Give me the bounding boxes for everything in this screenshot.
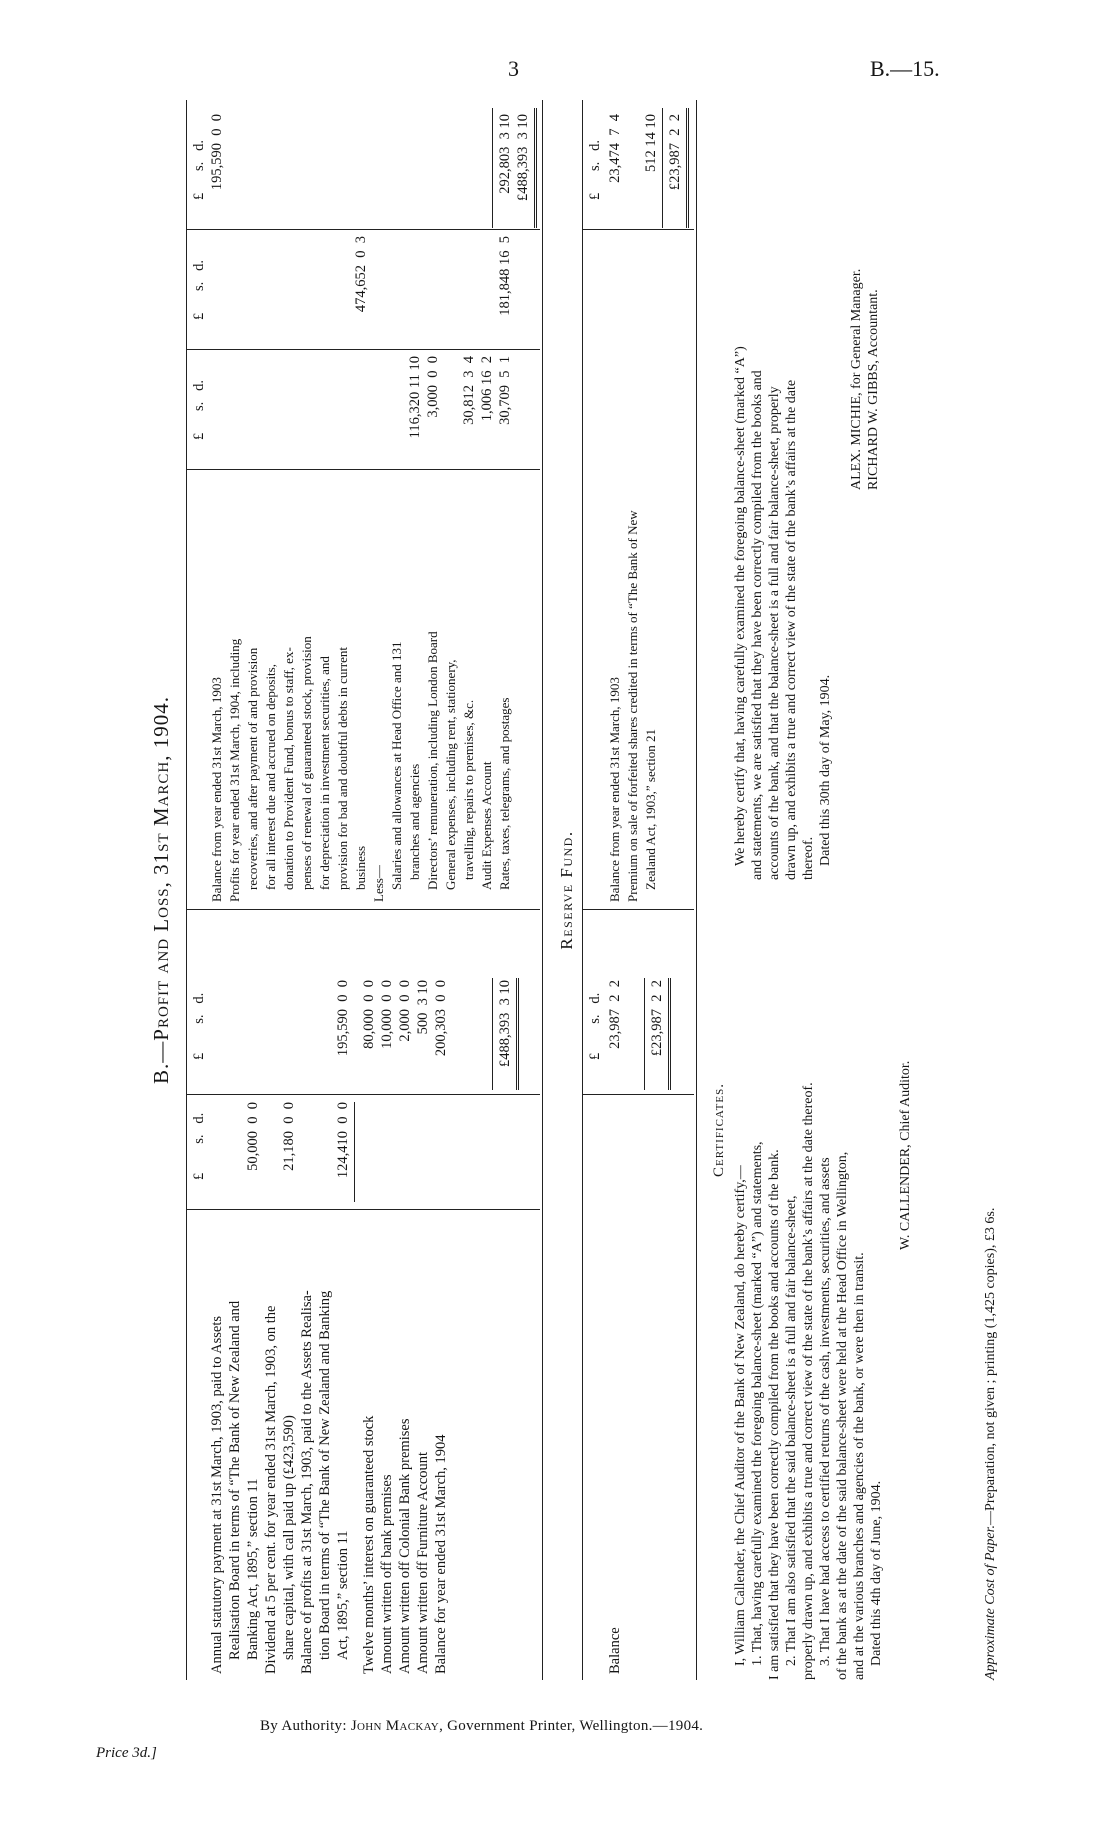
cert-left-para: 2. That I am also satisfied that the said balance-sheet is a full and fair balance-sheet,	[784, 1195, 799, 1666]
pl-credit-col1-header: £ s. d.	[191, 379, 207, 440]
cert-left-para: I, William Callender, the Chief Auditor of the Bank of New Zealand, do hereby certify,—	[733, 1165, 748, 1666]
pl-credit-amount: 292,803 3 10	[497, 114, 513, 194]
reserve-credit-value: 512 14 10	[643, 114, 659, 172]
pl-credit-total: £488,393 3 10	[515, 114, 531, 201]
pl-credit-col2-header: £ s. d.	[191, 259, 207, 320]
cert-right-para: accounts of the bank, and that the balance-sheet is a full and fair balance-sheet, properly	[767, 386, 782, 880]
pl-debit-amount: 21,180 0 0	[281, 1102, 297, 1171]
pl-credit-amount: 30,709 5 1	[497, 356, 513, 425]
reserve-credit-line: Zealand Act, 1903,” section 21	[643, 728, 658, 890]
pl-credit-line: Rates, taxes, telegrams, and postages	[497, 697, 512, 890]
pl-credit-amount: 474,652 0 3	[353, 236, 369, 313]
reserve-debit-header: £ s. d.	[587, 992, 603, 1060]
pl-credit-line: penses of renewal of guaranteed stock, provision	[299, 636, 314, 890]
pl-debit-line: share capital, with call paid up (£423,590)	[281, 1415, 297, 1660]
reserve-debit-total: £23,987 2 2	[649, 980, 665, 1057]
pl-credit-line: Audit Expenses Account	[479, 761, 494, 890]
reserve-credit-line: Balance from year ended 31st March, 1903	[607, 677, 622, 902]
cert-right-para: We hereby certify that, having carefully examined the foregoing balance-sheet (marked “A”)	[733, 346, 748, 866]
price-note: Price 3d.]	[96, 1745, 157, 1761]
pl-credit-line: recoveries, and after payment of and provision	[245, 647, 260, 890]
certificates-title-text: Certificates.	[711, 1083, 727, 1177]
profit-loss-title	[149, 100, 173, 1680]
manager-signature: ALEX. MICHIE, for General Manager.	[849, 268, 864, 490]
cost-note	[982, 1208, 1000, 1680]
reserve-debit-value: 23,987 2 2	[607, 980, 623, 1049]
reserve-debit-label: Balance	[607, 1627, 623, 1674]
cert-right-para: drawn up, and exhibits a true and correct view of the state of the bank’s affairs at the date	[784, 379, 799, 880]
pl-debit-line: Act, 1895,” section 11	[335, 1530, 351, 1660]
document-code: B.—15.	[870, 56, 940, 81]
pl-credit-amount: 116,320 11 10	[407, 356, 423, 439]
pl-debit-amount: 80,000 0 0	[361, 980, 377, 1049]
pl-debit-amount: 200,303 0 0	[433, 980, 449, 1057]
cert-right-dated: Dated this 30th day of May, 1904.	[818, 674, 833, 866]
footer-prefix: By Authority:	[260, 1718, 347, 1734]
reserve-credit-total: £23,987 2 2	[667, 114, 683, 191]
pl-debit-line: Balance of profits at 31st March, 1903, paid to the Assets Realisa-	[299, 1290, 315, 1674]
pl-credit-line: Profits for year ended 31st March, 1904, including	[227, 638, 242, 902]
pl-credit-line: Balance from year ended 31st March, 1903	[209, 677, 224, 902]
pl-credit-line: Directors’ remuneration, including London Board	[425, 631, 440, 890]
accountant-signature: RICHARD W. GIBBS, Accountant.	[866, 289, 881, 490]
cert-left-para: and at the various branches and agencies of the bank, or were then in transit.	[852, 1252, 867, 1680]
pl-debit-line: Amount written off Colonial Bank premises	[397, 1418, 413, 1674]
rotated-page	[150, 100, 1030, 1680]
cost-note-text: —Preparation, not given ; printing (1,425 copies), £3 6s.	[983, 1207, 998, 1525]
pl-debit-line: Twelve months’ interest on guaranteed stock	[361, 1415, 377, 1674]
pl-debit-amount: 10,000 0 0	[379, 980, 395, 1049]
pl-credit-amount: 181,848 16 5	[497, 236, 513, 316]
pl-credit-amount: 195,590 0 0	[209, 114, 225, 191]
cost-note-label: Approximate Cost of Paper.	[983, 1524, 998, 1680]
pl-debit-line: Banking Act, 1895,” section 11	[245, 1478, 261, 1660]
auditor-signature: W. CALLENDER, Chief Auditor.	[898, 1060, 913, 1250]
bank-certificate	[732, 160, 882, 880]
cert-left-para: 3. That I have had access to certified returns of the cash, investments, securities, and assets	[818, 1157, 833, 1666]
cert-left-dated: Dated this 4th day of June, 1904.	[869, 1480, 884, 1666]
auditor-certificate	[732, 920, 914, 1680]
reserve-credit-header: £ s. d.	[587, 139, 603, 200]
pl-debit-line: Amount written off Furniture Account	[415, 1451, 431, 1674]
pl-credit-line: business	[353, 845, 368, 890]
page-number: 3	[508, 56, 519, 81]
pl-debit-total: £488,393 3 10	[497, 980, 513, 1067]
pl-debit-line: Dividend at 5 per cent. for year ended 31st March, 1903, on the	[263, 1305, 279, 1674]
pl-debit-amount: 124,410 0 0	[335, 1102, 351, 1179]
certificates-title	[710, 580, 728, 1680]
cert-left-para: properly drawn up, and exhibits a true and correct view of the state of the bank’s affairs at the date thereof.	[801, 1082, 816, 1680]
pl-credit-line: Less—	[371, 865, 386, 902]
pl-credit-line: General expenses, including rent, stationery,	[443, 659, 458, 890]
pl-debit-amount: 500 3 10	[415, 980, 431, 1035]
cert-left-para: I am satisfied that they have been correctly compiled from the books and accounts of the bank.	[767, 1149, 782, 1680]
title-prefix: B.	[149, 1062, 173, 1084]
pl-credit-line: for all interest due and accrued on deposits,	[263, 664, 278, 890]
pl-credit-amount: 30,812 3 4	[461, 356, 477, 425]
pl-debit-amount: 2,000 0 0	[397, 980, 413, 1042]
cert-right-para: thereof.	[801, 836, 816, 880]
reserve-credit-line: Premium on sale of forfeited shares credited in terms of “The Bank of New	[625, 510, 640, 902]
pl-debit-line: Balance for year ended 31st March, 1904	[433, 1434, 449, 1674]
pl-debit-col1-header: £ s. d.	[191, 1112, 207, 1180]
cert-left-para: 1. That, having carefully examined the foregoing balance-sheet (marked “A”) and statements,	[750, 1141, 765, 1666]
reserve-fund-title-text: Reserve Fund.	[557, 830, 576, 950]
pl-credit-amount: 3,000 0 0	[425, 356, 441, 418]
reserve-credit-value: 23,474 7 4	[607, 114, 623, 183]
pl-credit-line: travelling, repairs to premises, &c.	[461, 699, 476, 880]
pl-credit-line: branches and agencies	[407, 763, 422, 880]
cert-left-para: of the bank as at the date of the said balance-sheet were held at the Head Office in Wellington,	[835, 1151, 850, 1680]
pl-credit-line: for depreciation in investment securities, and	[317, 656, 332, 890]
pl-debit-line: Amount written off bank premises	[379, 1474, 395, 1674]
pl-debit-amount: 50,000 0 0	[245, 1102, 261, 1171]
pl-debit-line: tion Board in terms of “The Bank of New Zealand and Banking	[317, 1290, 333, 1660]
pl-debit-col2-header: £ s. d.	[191, 992, 207, 1060]
reserve-fund-title	[558, 100, 576, 1680]
pl-credit-line: Salaries and allowances at Head Office and 131	[389, 641, 404, 890]
pl-debit-line: Annual statutory payment at 31st March, 1903, paid to Assets	[209, 1315, 225, 1674]
pl-credit-col3-header: £ s. d.	[191, 139, 207, 200]
pl-credit-line: provision for bad and doubtful debts in current	[335, 647, 350, 890]
printer-footer	[260, 1718, 703, 1735]
title-main: —Profit and Loss, 31st March, 1904.	[149, 696, 173, 1063]
pl-credit-line: donation to Provident Fund, bonus to staff, ex-	[281, 647, 296, 890]
cert-right-para: and statements, we are satisfied that they have been correctly compiled from the books and	[750, 370, 765, 880]
pl-debit-amount: 195,590 0 0	[335, 980, 351, 1057]
pl-credit-amount: 1,006 16 2	[479, 356, 495, 422]
footer-printer-name: John Mackay	[350, 1718, 440, 1734]
footer-suffix: , Government Printer, Wellington.—1904.	[439, 1718, 704, 1734]
pl-debit-line: Realisation Board in terms of “The Bank of New Zealand and	[227, 1300, 243, 1660]
